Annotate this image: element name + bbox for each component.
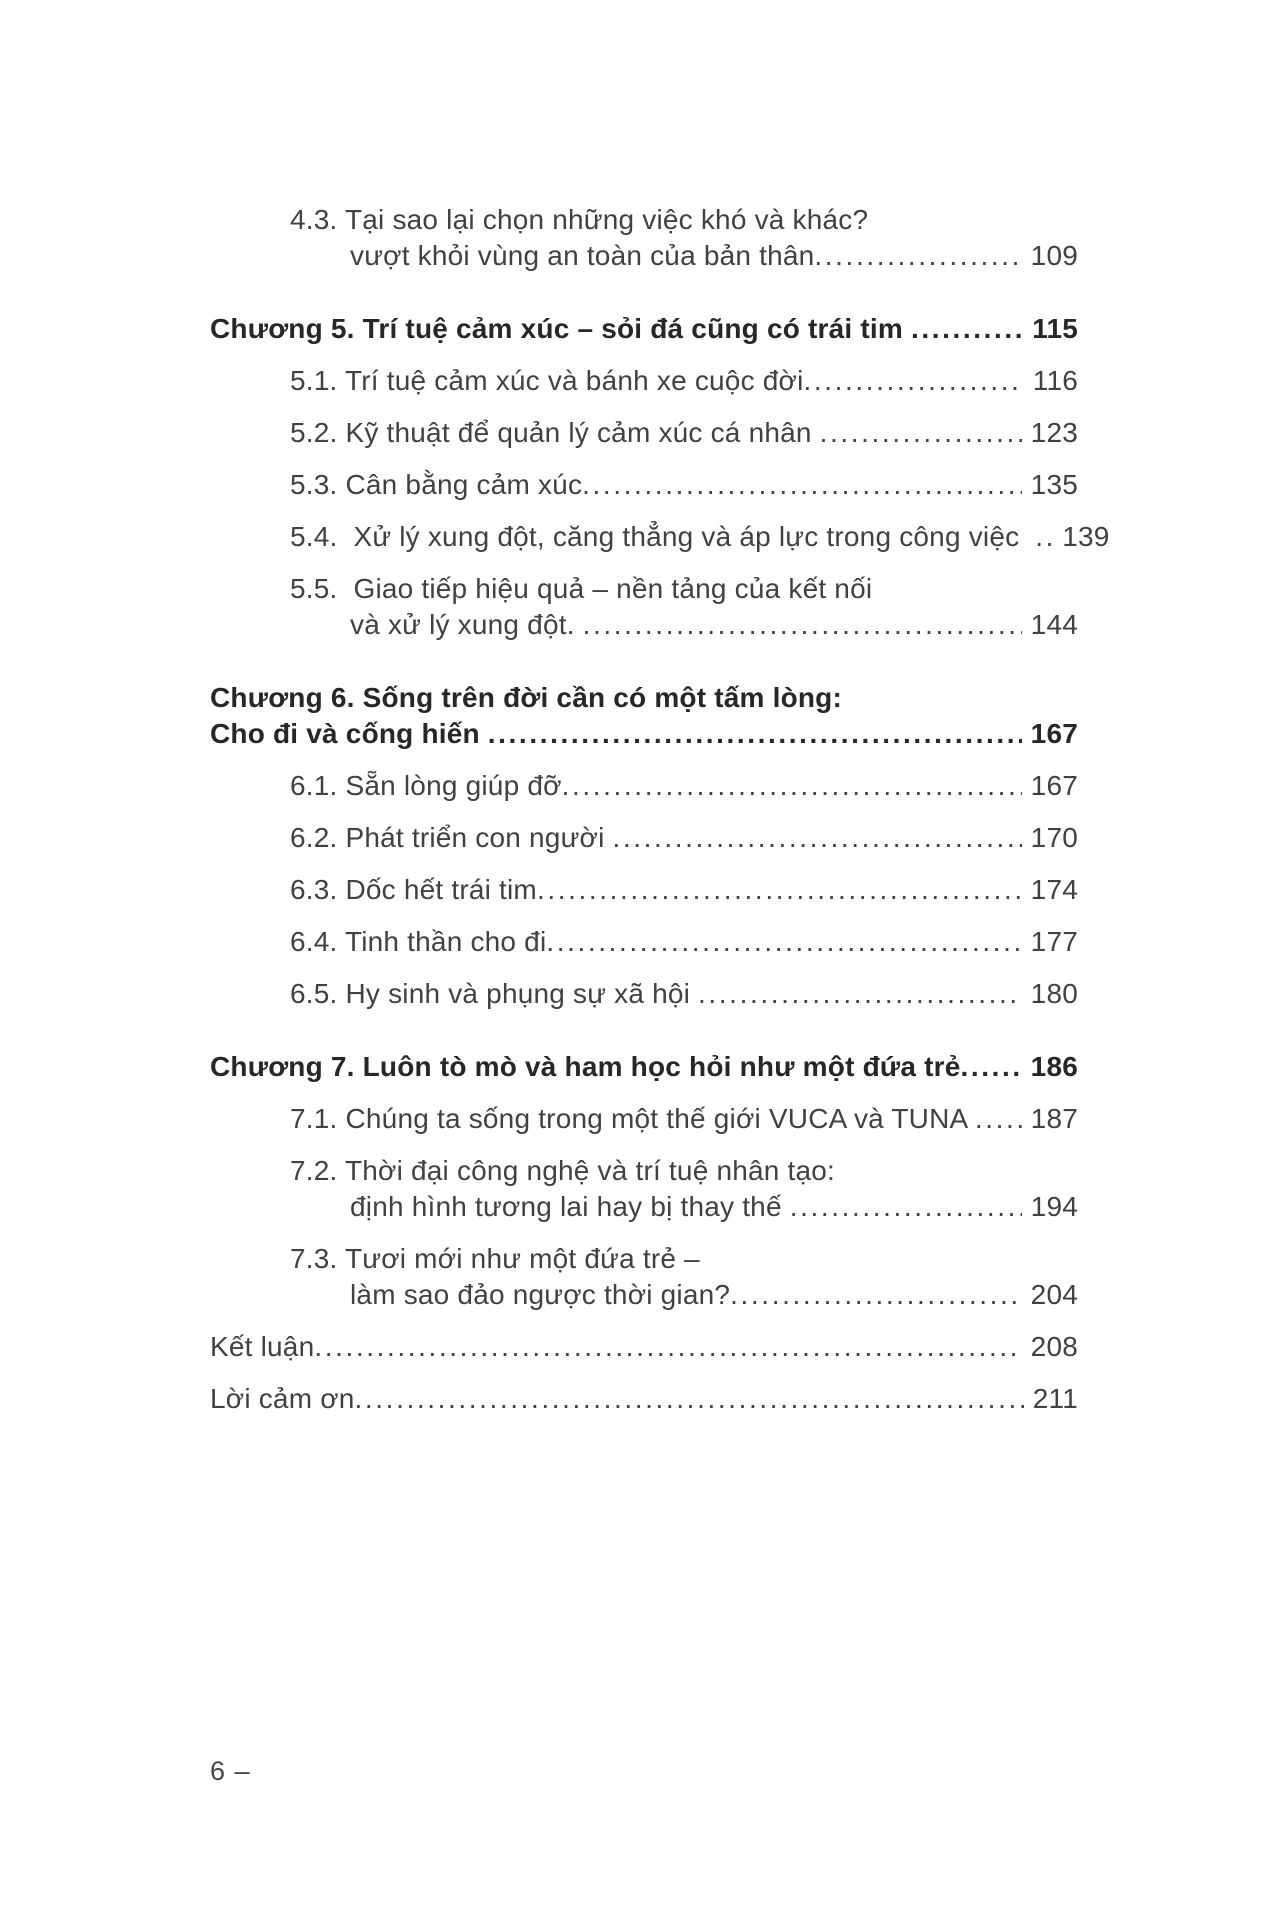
toc-entry-continuation (350, 1277, 1078, 1313)
toc-entry-text: Kết luận (210, 1331, 315, 1362)
toc-entry (210, 1381, 1078, 1417)
toc-entry (290, 1153, 1078, 1189)
toc-entry-text: Chương 5. Trí tuệ cảm xúc – sỏi đá cũng có trái tim (210, 313, 911, 344)
toc-page-number: 180 (1030, 978, 1078, 1009)
toc-entry-text: 5.1. Trí tuệ cảm xúc và bánh xe cuộc đời (290, 365, 804, 396)
toc-entry (290, 924, 1078, 960)
toc-entry-text: 5.4. Xử lý xung đột, căng thẳng và áp lực trong công việc (290, 521, 1036, 552)
toc-entry-continuation (350, 1189, 1078, 1225)
toc-page-number: 186 (1030, 1051, 1078, 1082)
toc-entry-text: và xử lý xung đột. (350, 609, 583, 640)
dot-leader (961, 1049, 1022, 1085)
toc-entry (290, 202, 1078, 238)
toc-entry-text: Chương 6. Sống trên đời cần có một tấm lòng: (210, 682, 843, 713)
toc-entry-text: Lời cảm ơn (210, 1383, 355, 1414)
toc-entry-text: 4.3. Tại sao lại chọn những việc khó và khác? (290, 204, 869, 235)
toc-page-number: 170 (1030, 822, 1078, 853)
dot-leader (698, 976, 1022, 1012)
toc-page-number: 177 (1030, 926, 1078, 957)
toc-page-number: 167 (1030, 718, 1078, 749)
toc-entry (290, 1241, 1078, 1277)
dot-leader (537, 872, 1022, 908)
dot-leader (562, 768, 1022, 804)
dot-leader (355, 1381, 1024, 1417)
toc-entry (290, 467, 1078, 503)
toc-page-number: 123 (1030, 417, 1078, 448)
toc-entry-text: 6.2. Phát triển con người (290, 822, 613, 853)
dot-leader (488, 716, 1022, 752)
footer-page-number: 6 – (210, 1756, 251, 1786)
toc-entry-text: 6.4. Tinh thần cho đi (290, 926, 547, 957)
toc-entry (290, 872, 1078, 908)
toc-page-number: 115 (1032, 313, 1078, 344)
toc-page-number: 167 (1030, 770, 1078, 801)
toc-entry-text: 7.3. Tươi mới như một đứa trẻ – (290, 1243, 700, 1274)
toc-entry-continuation (350, 607, 1078, 643)
toc-entry-text: Chương 7. Luôn tò mò và ham học hỏi như một đứa trẻ (210, 1051, 961, 1082)
toc-page-number: 139 (1062, 521, 1110, 552)
toc-page-number: 174 (1030, 874, 1078, 905)
toc-entry-text: 5.2. Kỹ thuật để quản lý cảm xúc cá nhân (290, 417, 820, 448)
dot-leader (1035, 519, 1053, 555)
dot-leader (612, 820, 1021, 856)
toc-entry (290, 415, 1078, 451)
dot-leader (911, 311, 1023, 347)
page-footer (210, 1756, 251, 1787)
toc-entry-text: 6.5. Hy sinh và phụng sự xã hội (290, 978, 699, 1009)
toc-entry-text: 5.5. Giao tiếp hiệu quả – nền tảng của kết nối (290, 573, 873, 604)
dot-leader (814, 238, 1021, 274)
toc-entry-continuation (350, 238, 1078, 274)
toc-entry (290, 820, 1078, 856)
toc-entry-text: 6.3. Dốc hết trái tim (290, 874, 537, 905)
toc-entry (210, 1329, 1078, 1365)
toc-entry-text: làm sao đảo ngược thời gian? (350, 1279, 731, 1310)
dot-leader (583, 607, 1022, 643)
dot-leader (804, 363, 1024, 399)
toc-entry-text: 7.1. Chúng ta sống trong một thế giới VUCA và TUNA (290, 1103, 975, 1134)
dot-leader (790, 1189, 1022, 1225)
toc-entry (290, 1101, 1078, 1137)
toc-chapter-entry (210, 1049, 1078, 1085)
toc-page-number: 211 (1032, 1383, 1078, 1414)
toc-entry-text: 6.1. Sẵn lòng giúp đỡ (290, 770, 562, 801)
toc-entry (290, 768, 1078, 804)
toc-entry-text: định hình tương lai hay bị thay thế (350, 1191, 790, 1222)
toc-chapter-entry-continuation (210, 716, 1078, 752)
toc-page-number: 116 (1032, 365, 1078, 396)
dot-leader (730, 1277, 1022, 1313)
dot-leader (975, 1101, 1022, 1137)
toc-page-number: 208 (1030, 1331, 1078, 1362)
toc-entry (290, 571, 1078, 607)
toc-page-number: 135 (1030, 469, 1078, 500)
toc-page-number: 187 (1030, 1103, 1078, 1134)
toc-entry (290, 519, 1110, 555)
toc-chapter-entry (210, 680, 1078, 716)
toc-entry-text: 7.2. Thời đại công nghệ và trí tuệ nhân tạo: (290, 1155, 836, 1186)
toc-page-number: 144 (1030, 609, 1078, 640)
toc-chapter-entry (210, 311, 1078, 347)
toc-page-number: 194 (1030, 1191, 1078, 1222)
dot-leader (546, 924, 1021, 960)
toc-entry-text: 5.3. Cân bằng cảm xúc (290, 469, 583, 500)
toc-entry (290, 976, 1078, 1012)
dot-leader (314, 1329, 1021, 1365)
dot-leader (582, 467, 1022, 503)
toc-page-number: 109 (1030, 240, 1078, 271)
dot-leader (820, 415, 1022, 451)
table-of-contents (210, 202, 1110, 1417)
toc-page-number: 204 (1030, 1279, 1078, 1310)
toc-entry-text: Cho đi và cống hiến (210, 718, 488, 749)
toc-entry (290, 363, 1078, 399)
toc-entry-text: vượt khỏi vùng an toàn của bản thân (350, 240, 815, 271)
